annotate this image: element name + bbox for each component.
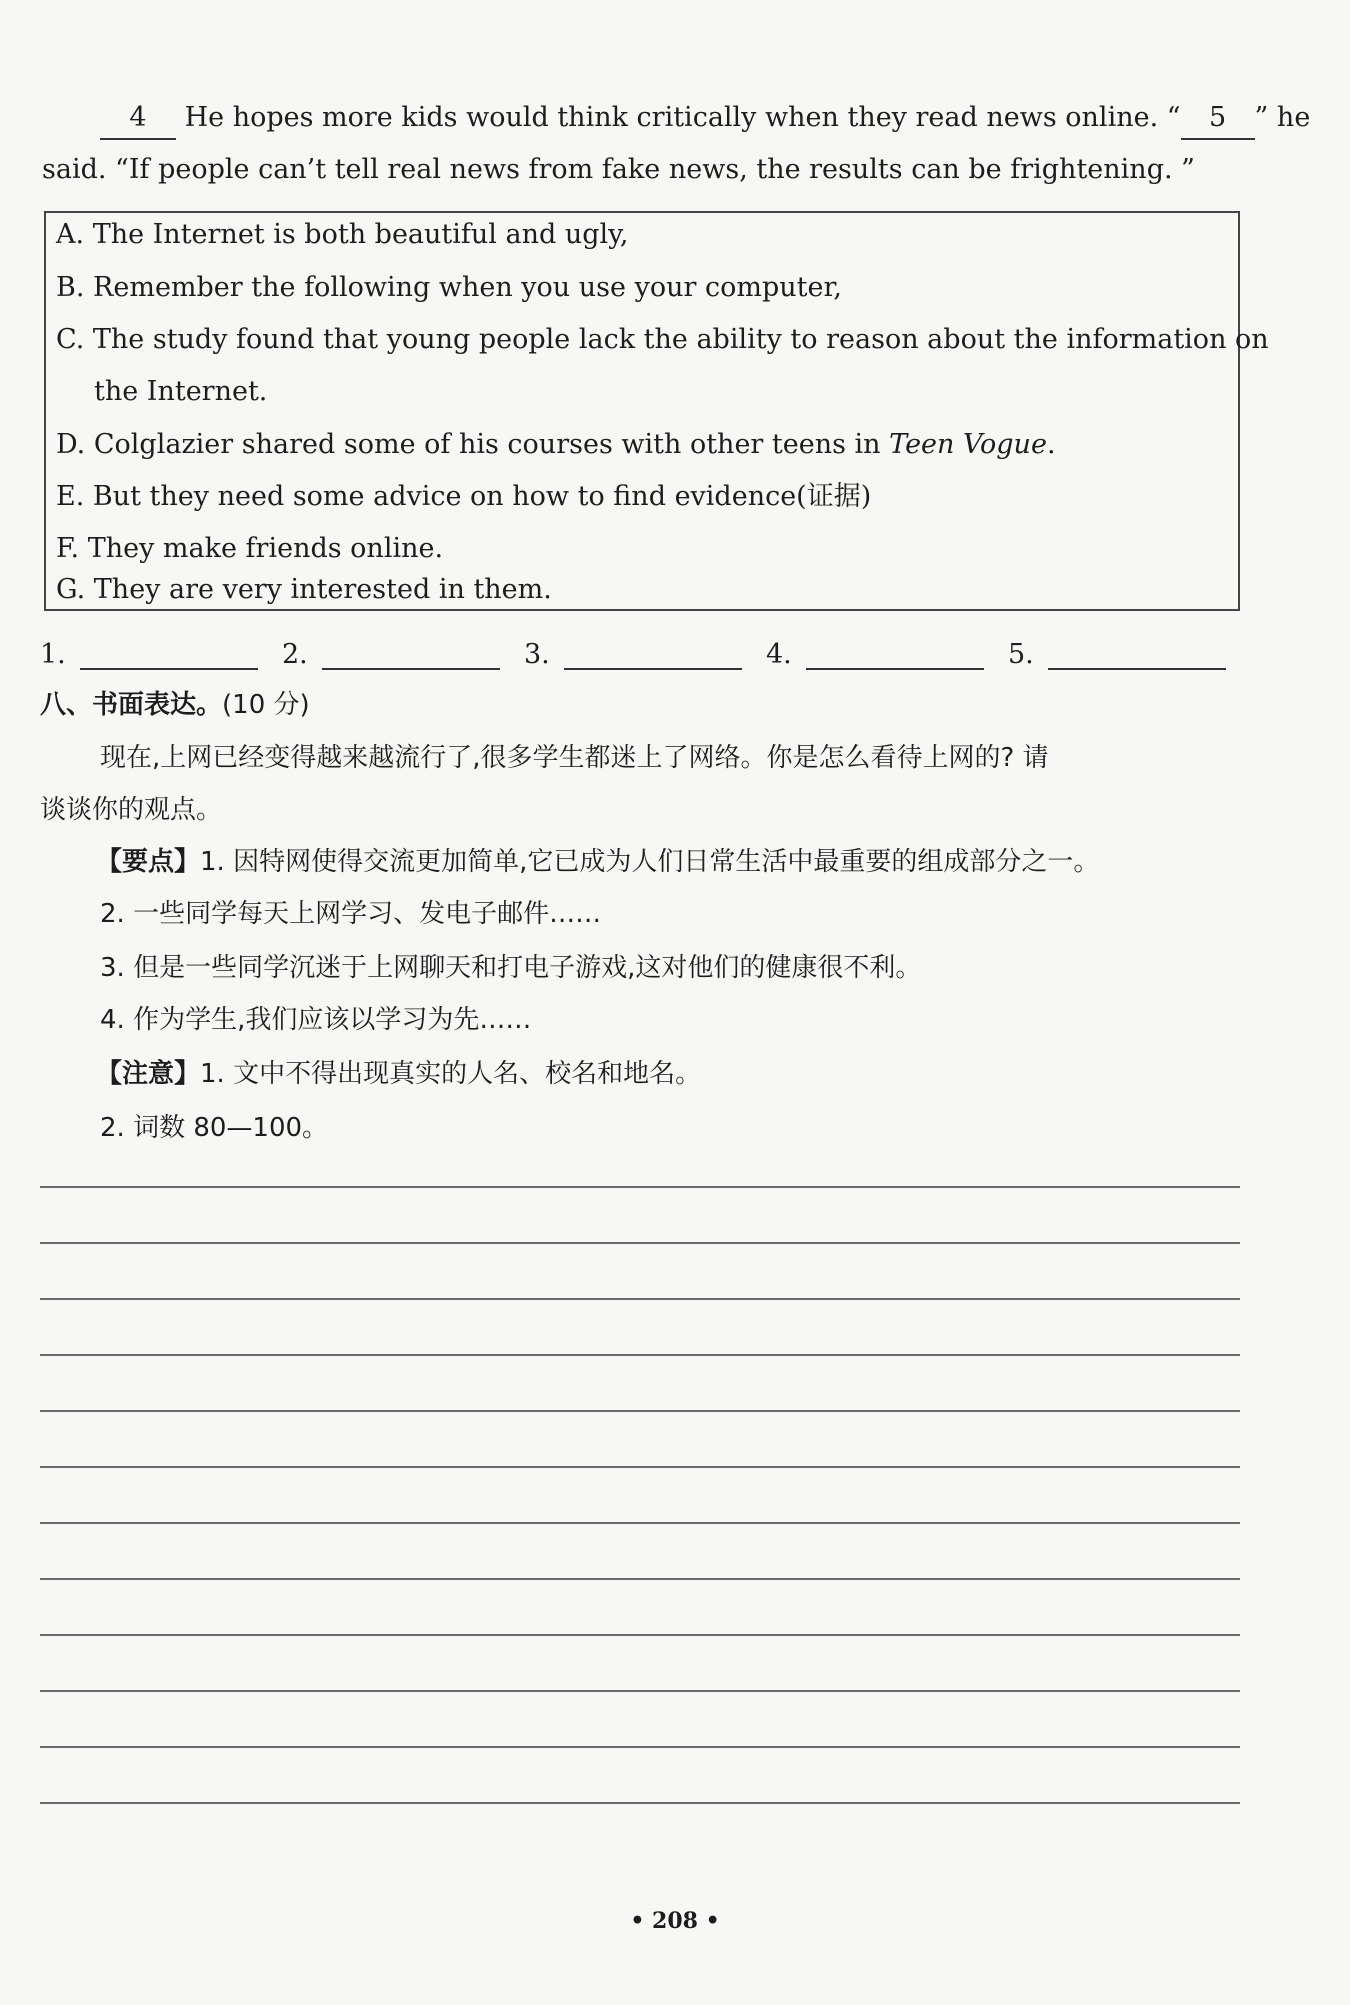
option-letter: G. [56,574,86,605]
option-e [56,475,871,519]
answer-number: 1. [40,639,66,670]
option-text: But they need some advice on how to find evidence(证据) [92,481,872,512]
key-point-2: 2. 一些同学每天上网学习、发电子邮件…… [100,899,602,929]
answer-number: 4. [766,639,792,670]
option-letter: C. [56,324,85,355]
writing-line[interactable] [40,1466,1240,1468]
answer-slot-3[interactable] [524,634,742,670]
option-text: They are very interested in them. [93,574,552,605]
blank-5: 5 [1181,98,1255,140]
answer-slot-5[interactable] [1008,634,1226,670]
writing-line[interactable] [40,1186,1240,1188]
section-title: 八、书面表达。 [40,690,223,720]
writing-area[interactable] [40,1186,1240,1826]
key-point-4: 4. 作为学生,我们应该以学习为先…… [100,1005,532,1035]
passage-line-1 [100,92,1310,144]
note-2: 2. 词数 80—100。 [100,1113,329,1143]
answer-line[interactable] [806,634,984,670]
page-number: • 208 • [630,1908,720,1934]
writing-line[interactable] [40,1354,1240,1356]
note-1 [96,1052,701,1096]
magazine-title: Teen Vogue [889,429,1047,460]
option-a [56,213,628,257]
answer-line[interactable] [322,634,500,670]
writing-line[interactable] [40,1690,1240,1692]
writing-line[interactable] [40,1802,1240,1804]
option-letter: B. [56,272,85,303]
note-label: 【注意】 [96,1059,201,1089]
blank-4: 4 [100,98,176,140]
option-text: The Internet is both beautiful and ugly, [92,219,629,250]
prompt-line-1: 现在,上网已经变得越来越流行了,很多学生都迷上了网络。你是怎么看待上网的? 请 [100,743,1049,773]
option-b [56,266,842,310]
writing-line[interactable] [40,1522,1240,1524]
option-text-end: . [1046,429,1056,460]
key-point-3: 3. 但是一些同学沉迷于上网聊天和打电子游戏,这对他们的健康很不利。 [100,953,922,983]
answer-line[interactable] [564,634,742,670]
writing-line[interactable] [40,1242,1240,1244]
option-f [56,527,443,571]
option-letter: E. [56,481,85,512]
writing-line[interactable] [40,1578,1240,1580]
option-text: They make friends online. [87,533,444,564]
option-c-continued: the Internet. [94,376,268,407]
answer-row [40,634,1260,678]
writing-line[interactable] [40,1298,1240,1300]
option-letter: F. [56,533,80,564]
passage-line-2: said. “If people can’t tell real news from fake news, the results can be frightening. ” [42,154,1195,185]
section-heading [40,683,310,727]
answer-slot-2[interactable] [282,634,500,670]
answer-line[interactable] [1048,634,1226,670]
section-score: (10 分) [222,690,310,720]
key-points-label: 【要点】 [96,847,201,877]
answer-line[interactable] [80,634,258,670]
option-text: Colglazier shared some of his courses with other teens in [93,429,890,460]
option-c [56,318,1269,362]
writing-line[interactable] [40,1746,1240,1748]
passage-text-1: He hopes more kids would think critically when they read news online. “ [176,102,1181,133]
option-text: The study found that young people lack the ability to reason about the information on [92,324,1269,355]
option-text: Remember the following when you use your computer, [93,272,842,303]
passage-text-2: ” he [1254,102,1311,133]
answer-slot-1[interactable] [40,634,258,670]
answer-number: 2. [282,639,308,670]
answer-slot-4[interactable] [766,634,984,670]
options-box [44,211,1269,611]
answer-number: 3. [524,639,550,670]
option-letter: A. [56,219,85,250]
option-letter: D. [56,429,86,460]
writing-line[interactable] [40,1410,1240,1412]
key-point-text: 1. 因特网使得交流更加简单,它已成为人们日常生活中最重要的组成部分之一。 [200,847,1100,877]
note-text: 1. 文中不得出现真实的人名、校名和地名。 [200,1059,702,1089]
answer-number: 5. [1008,639,1034,670]
prompt-line-2: 谈谈你的观点。 [40,795,223,825]
key-point-1 [96,840,1099,884]
option-d [56,423,1056,467]
option-g [56,568,552,612]
writing-line[interactable] [40,1634,1240,1636]
